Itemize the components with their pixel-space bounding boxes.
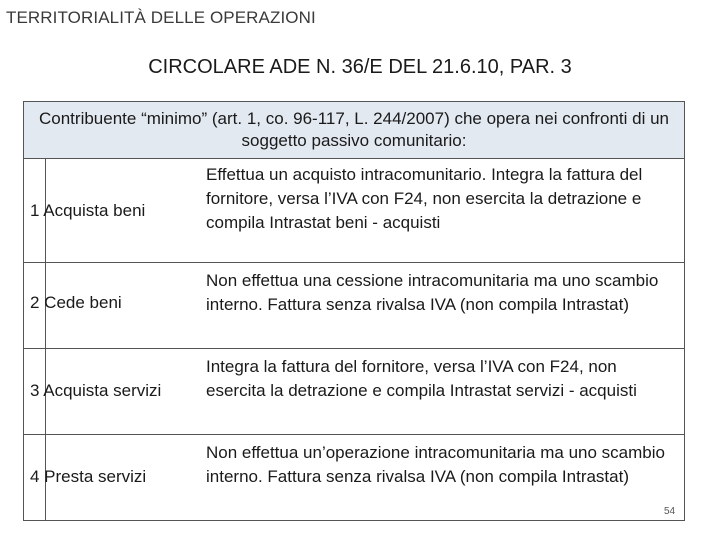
- row-label: 1 Acquista beni: [30, 201, 146, 220]
- row-description: Non effettua una cessione intracomunitaria ma uno scambio interno. Fattura senza rivalsa IVA (non compila Intrastat): [206, 271, 659, 314]
- row-description: Effettua un acquisto intracomunitario. Integra la fattura del fornitore, versa l’IVA con F24, non esercita la detrazione e compila Intrastat beni - acquisti: [206, 165, 643, 232]
- table-heading: Contribuente “minimo” (art. 1, co. 96-117, L. 244/2007) che opera nei confronti di un soggetto passivo comunitario:: [24, 102, 684, 159]
- section-header: TERRITORIALITÀ DELLE OPERAZIONI: [6, 8, 316, 27]
- row-description: Integra la fattura del fornitore, versa l’IVA con F24, non esercita la detrazione e compila Intrastat servizi - acquisti: [206, 357, 637, 400]
- row-description: Non effettua un’operazione intracomunitaria ma uno scambio interno. Fattura senza rivalsa IVA (non compila Intrastat): [206, 443, 665, 486]
- table-row: [24, 263, 684, 349]
- table-row: [24, 435, 684, 520]
- slide-subtitle: CIRCOLARE ADE N. 36/E DEL 21.6.10, PAR. 3: [148, 56, 572, 78]
- row-label: 4 Presta servizi: [30, 467, 147, 486]
- page-number: 54: [664, 506, 676, 517]
- row-label: 3 Acquista servizi: [30, 381, 162, 400]
- table-row: [24, 159, 684, 263]
- table-row: [24, 349, 684, 435]
- operations-table: [23, 101, 685, 521]
- row-label: 2 Cede beni: [30, 293, 122, 312]
